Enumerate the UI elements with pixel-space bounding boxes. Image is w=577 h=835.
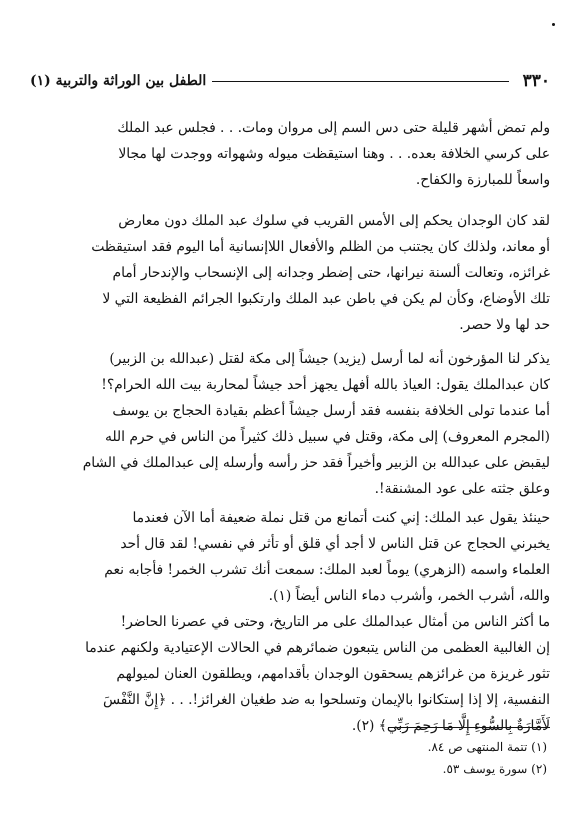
footnote-2: (٢) سورة يوسف ٥٣. — [442, 762, 547, 776]
page-header — [30, 68, 550, 94]
corner-dot — [552, 23, 555, 26]
text-line: واسعاً للمبارزة والكفاح. — [415, 172, 550, 188]
footnote-1: (١) تتمة المنتهى ص ٨٤. — [427, 740, 547, 754]
running-title: الطفل بين الوراثة والتربية (١) — [30, 73, 207, 89]
text-line: ليقبض على عبدالله بن الزبير وأخيراً فقد حز رأسه وأرسله إلى عبدالملك في الشام — [82, 455, 550, 471]
text-line: إن الغالبية العظمى من الناس يتبعون ضمائرهم في الحالات الإعتيادية ولكنهم عندما — [85, 640, 550, 656]
text-line: وعلق جثته على عود المشنقة!. — [374, 481, 550, 497]
text-line: (المجرم المعروف) إلى مكة، وقتل في سبيل ذلك كثيراً من الناس في حرم الله — [104, 429, 550, 445]
text-line: أما عندما تولى الخلافة بنفسه فقد أرسل جيشاً أعظم بقيادة الحجاج بن يوسف — [112, 403, 550, 419]
footnote-separator — [388, 727, 550, 728]
paragraph-2 — [38, 208, 550, 338]
text-line: يذكر لنا المؤرخون أنه لما أرسل (يزيد) جيشاً إلى مكة لقتل (عبدالله بن الزبير) — [109, 351, 550, 367]
text-line: أو معاند، ولذلك كان يجتنب من الظلم والأفعال اللاإنسانية أما اليوم فقد استيقظت — [91, 239, 550, 255]
page-number: ٣٣٠ — [522, 71, 550, 91]
header-rule — [212, 81, 508, 82]
text-line: حينئذ يقول عبد الملك: إني كنت أتمانع من قتل نملة ضعيفة أما الآن فعندما — [132, 510, 550, 526]
text-line: تلك الأوضاع، وكأن لم يكن في باطن عبد الملك وارتكبوا الجرائم الفظيعة التي لا — [102, 291, 550, 307]
text-line: والله، أشرب الخمر، وأشرب دماء الناس أيضاً (١). — [268, 588, 550, 604]
paragraph-4 — [38, 505, 550, 609]
paragraph-3 — [38, 346, 550, 502]
text-line: كان عبدالملك يقول: العياذ بالله أفهل يجهز أحد جيشاً لمحاربة بيت الله الحرام؟! — [101, 377, 550, 393]
text-line: تثور غريزة من غرائزهم يسحقون الوجدان بأقدامهم، ويطلقون العنان لميولهم — [116, 666, 550, 682]
paragraph-1 — [38, 115, 550, 193]
text-line: ما أكثر الناس من أمثال عبدالملك على مر التاريخ، وحتى في عصرنا الحاضر! — [120, 614, 550, 630]
text-line: النفسية، إلا إذا إستكانوا بالإيمان وتسلحوا به ضد طغيان الغرائز!. . . ﴿إِنَّ النَّفْسَ — [103, 692, 550, 708]
text-line: العلماء واسمه (الزهري) يوماً لعبد الملك: سمعت أنك تشرب الخمر! فأجابه نعم — [104, 562, 550, 578]
text-line: حد لها ولا حصر. — [459, 317, 550, 333]
text-line: غرائزه، وتعالت ألسنة نيرانها، حتى إضطر وجدانه إلى الإنسحاب والإندحار أمام — [112, 265, 550, 281]
text-line: يخبرني الحجاج عن قتل الناس لا أجد أي قلق أو تأثر في نفسي! لقد قال أحد — [120, 536, 550, 552]
text-line: لَأَمَّارَةٌ بِالسُّوءِ إِلَّا مَا رَحِمَ رَبِّي﴾ (٢). — [351, 718, 550, 734]
text-line: على كرسي الخلافة بعده. . . وهنا استيقظت ميوله وشهواته ووجدت لها مجالا — [118, 146, 550, 162]
paragraph-5 — [38, 609, 550, 739]
text-line: ولم تمض أشهر قليلة حتى دس السم إلى مروان ومات. . . فجلس عبد الملك — [117, 120, 550, 136]
text-line: لقد كان الوجدان يحكم إلى الأمس القريب في سلوك عبد الملك دون معارض — [118, 213, 550, 229]
